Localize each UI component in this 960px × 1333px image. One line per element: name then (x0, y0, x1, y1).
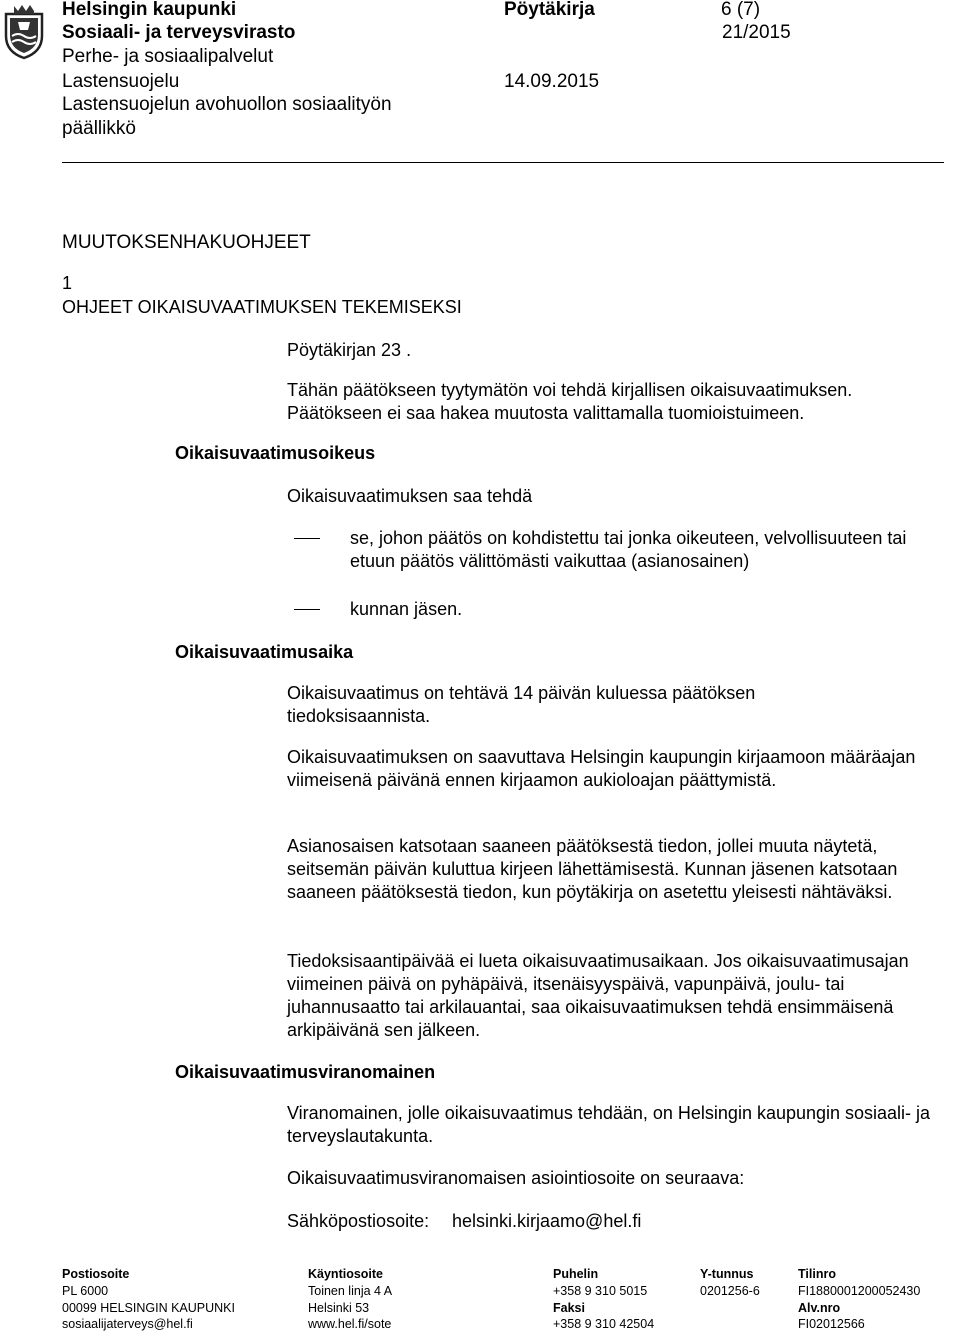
city-name: Helsingin kaupunki (62, 0, 237, 20)
appeal-authority-paragraph: Oikaisuvaatimusviranomaisen asiointiosoite on seuraava: (287, 1168, 745, 1188)
city-crest-logo (0, 0, 48, 60)
footer-email-link[interactable]: sosiaalijaterveys@hel.fi (62, 1317, 193, 1331)
appeal-period-paragraph: Oikaisuvaatimuksen on saavuttava Helsingin kaupungin kirjaamoon määräajan viimeisenä päivänä ennen kirjaamon aukioloajan päättymistä. (287, 747, 916, 790)
division-name: Perhe- ja sosiaalipalvelut (62, 46, 274, 67)
footer-vat-heading: Alv.nro (798, 1301, 841, 1315)
intro-line-1: Tähän päätökseen tyytymätön voi tehdä kirjallisen oikaisuvaatimuksen. (287, 380, 853, 400)
heading-appeal-period: Oikaisuvaatimusaika (175, 642, 354, 662)
footer-fax: +358 9 310 42504 (553, 1317, 655, 1331)
appeal-period-paragraph: Tiedoksisaantipäivää ei lueta oikaisuvaatimusaikaan. Jos oikaisuvaatimusajan viimeinen päivä on pyhäpäivä, itsenäisyyspäivä, vapunpäivä, joulu- tai juhannusaatto tai arkilauantai, saa oikaisuvaatimuksen tehdä ensimmäisenä arkipäivänä sen jälkeen. (287, 951, 909, 1040)
footer-website-link[interactable]: www.hel.fi/sote (308, 1317, 392, 1331)
footer-account: FI1880001200052430 (798, 1284, 921, 1298)
email-label: Sähköpostiosoite: (287, 1211, 430, 1231)
footer-visit-city: Helsinki 53 (308, 1301, 370, 1315)
appeal-authority-paragraph: Viranomainen, jolle oikaisuvaatimus tehdään, on Helsingin kaupungin sosiaali- ja terveyslautakunta. (287, 1103, 931, 1146)
footer-vat: FI02012566 (798, 1317, 865, 1331)
page-number: 6 (7) (721, 0, 761, 20)
right-to-appeal-intro: Oikaisuvaatimuksen saa tehdä (287, 486, 533, 506)
bullet-dash (294, 609, 320, 610)
footer-business-id: 0201256-6 (700, 1284, 760, 1298)
heading-appeal-authority: Oikaisuvaatimusviranomainen (175, 1062, 436, 1082)
section-number: 1 (62, 273, 73, 293)
footer-visit-heading: Käyntiosoite (308, 1267, 384, 1281)
heading-right-to-appeal: Oikaisuvaatimusoikeus (175, 443, 376, 463)
bullet-dash (294, 538, 320, 539)
header-divider (62, 162, 944, 163)
appeal-period-paragraph: Asianosaisen katsotaan saaneen päätöksestä tiedon, jollei muuta näytetä, seitsemän päivän kuluttua kirjeen lähettämisestä. Kunnan jäsenen katsotaan saaneen päätöksestä tiedon, kun pöytäkirja on asetettu yleisesti nähtäväksi. (287, 836, 898, 902)
protocol-number: 21/2015 (722, 22, 791, 43)
footer-postal-heading: Postiosoite (62, 1267, 130, 1281)
document-type: Pöytäkirja (504, 0, 595, 20)
appeal-period-paragraph: Oikaisuvaatimus on tehtävä 14 päivän kuluessa päätöksen tiedoksisaannista. (287, 683, 756, 726)
footer-postal-box: PL 6000 (62, 1284, 109, 1298)
bullet-item: kunnan jäsen. (350, 599, 463, 619)
officer-title-line1: Lastensuojelun avohuollon sosiaalityön (62, 94, 392, 115)
officer-title-line2: päällikkö (62, 118, 136, 139)
footer-visit-street: Toinen linja 4 A (308, 1284, 393, 1298)
protocol-reference: Pöytäkirjan 23 . (287, 340, 412, 360)
footer-fax-heading: Faksi (553, 1301, 585, 1315)
footer-account-heading: Tilinro (798, 1267, 836, 1281)
unit-name: Lastensuojelu (62, 71, 180, 92)
footer-business-id-heading: Y-tunnus (700, 1267, 754, 1281)
section-title: OHJEET OIKAISUVAATIMUKSEN TEKEMISEKSI (62, 297, 462, 317)
protocol-date: 14.09.2015 (504, 71, 600, 92)
document-title: MUUTOKSENHAKUOHJEET (62, 232, 311, 253)
bullet-item: se, johon päätös on kohdistettu tai jonka oikeuteen, velvollisuuteen tai etuun päätös välittömästi vaikuttaa (asianosainen) (350, 528, 907, 571)
footer-phone-heading: Puhelin (553, 1267, 599, 1281)
email-link[interactable]: helsinki.kirjaamo@hel.fi (452, 1211, 642, 1231)
footer-postal-city: 00099 HELSINGIN KAUPUNKI (62, 1301, 235, 1315)
department-name: Sosiaali- ja terveysvirasto (62, 22, 296, 43)
intro-line-2: Päätökseen ei saa hakea muutosta valittamalla tuomioistuimeen. (287, 403, 805, 423)
footer-phone: +358 9 310 5015 (553, 1284, 648, 1298)
